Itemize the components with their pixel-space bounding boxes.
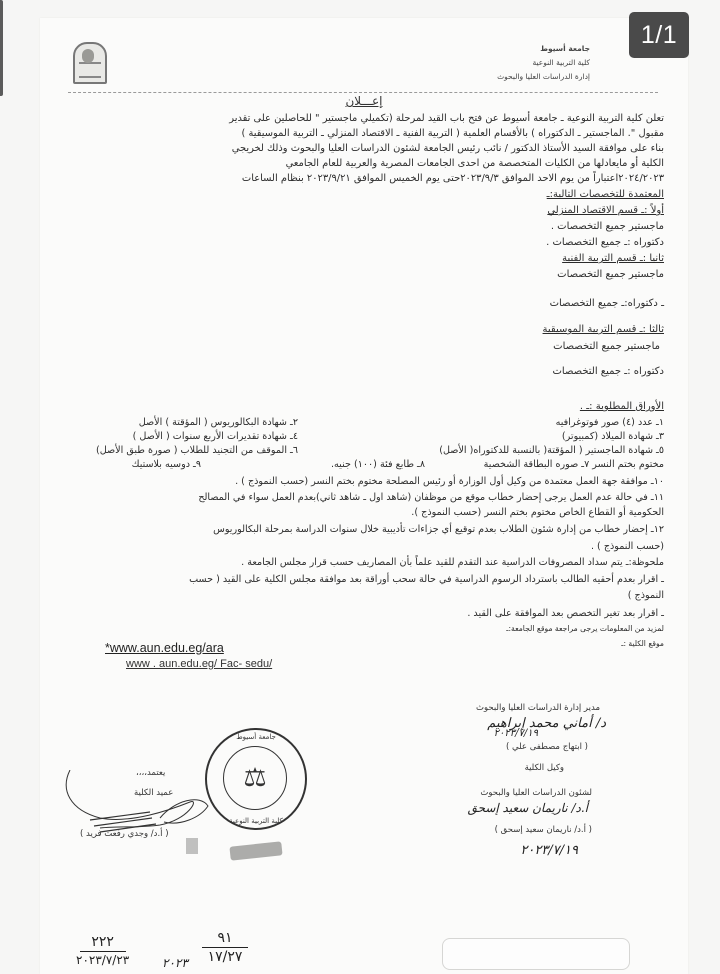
program-item: ثالثا :ـ قسم التربية الموسيقية	[542, 324, 664, 335]
director-signature: د/ أماني محمد إبراهيم	[487, 716, 606, 731]
note-right-bottom: ١٧/٢٧	[207, 949, 243, 965]
note-right-top: ٩١	[217, 930, 233, 946]
university-website-link[interactable]: *www.aun.edu.eg/ara	[105, 641, 224, 655]
intro-line: ٢٠٢٤/٢٠٢٣اعتباراً من يوم الاحد الموافق ٢٠٢٣/٩/٣حتى يوم الخميس الموافق ٢٠٢٣/٩/٢١ بنظام الساعات	[241, 173, 664, 184]
document-item: ٣ـ شهادة الميلاد (كمبيوتر)	[561, 431, 664, 442]
seal-top-text: جامعة أسيوط	[236, 733, 276, 741]
scrollbar-handle[interactable]	[0, 0, 3, 96]
document-item: الحكومية أو القطاع الخاص مختوم بختم النسر (حسب النموذج ).	[411, 507, 664, 518]
eagle-emblem-icon: ⚖	[223, 746, 287, 810]
document-item: ٦ـ الموقف من التجنيد للطلاب ( صورة طبق الأصل)	[96, 445, 298, 456]
handwritten-note-left	[76, 934, 129, 967]
dean-name: ( أ.د/ وجدي رفعت فريد )	[80, 829, 169, 839]
document-item: ١٠ـ موافقة جهة العمل معتمدة من وكيل أول الوزارة أو رئيس المصلحة مختوم بختم النسر (حسب النموذج ) .	[235, 476, 664, 487]
faculty-website-link[interactable]: www . aun.edu.eg/ Fac- sedu/	[126, 658, 273, 670]
document-item: ١٢ـ إحضار خطاب من إدارة شئون الطلاب بعدم توقيع أي جزاءات تأديبية خلال سنوات الدراسة بمرحلة البكالوريوس	[213, 524, 664, 535]
note-line: ـ اقرار بعدم أحقيه الطالب باسترداد الرسوم الدراسية في حالة سحب أوراقة بعد موافقة مجلس الكلية على القيد ( حسب	[189, 574, 664, 585]
document-item: ١١ـ في حالة عدم العمل يرجى إحضار خطاب موقع من موظفان (شاهد اول ـ شاهد ثاني)بعدم العمل سواء في المصالح	[198, 492, 664, 503]
note-right-prefix: ٢٠٢٣	[162, 956, 188, 970]
faculty-logo-icon	[73, 42, 107, 84]
director-name: ( ابتهاج مصطفى علي )	[506, 742, 588, 752]
document-page	[40, 18, 688, 974]
documents-heading: الأوراق المطلوبة :ـ .	[579, 401, 664, 412]
header-university: جامعة أسيوط	[540, 44, 590, 53]
header-divider	[68, 92, 658, 93]
approval-label: يعتمد،،،،	[136, 768, 166, 778]
vice-dean-name: ( أ.د/ ناريمان سعيد إسحق )	[494, 825, 592, 835]
document-item: ٥ـ شهادة الماجستير ( المؤقتة( بالنسبة للدكتوراه( الأصل)	[439, 445, 664, 456]
document-item: ١ـ عدد (٤) صور فوتوغرافيه	[555, 417, 664, 428]
seal-bottom-text: كلية التربية النوعية	[229, 817, 283, 825]
program-item: ماجستير جميع التخصصات .	[550, 221, 664, 232]
note-line: النموذج )	[627, 590, 664, 601]
document-item: ٩ـ دوسيه بلاستيك	[131, 459, 201, 470]
header-department: إدارة الدراسات العليا والبحوث	[497, 72, 590, 81]
more-info-label: لمزيد من المعلومات يرجى مراجعة موقع الجامعة:ـ	[506, 624, 664, 633]
official-seal	[205, 728, 307, 830]
vice-dean-signature: أ.د/ ناريمان سعيد إسحق	[467, 801, 588, 815]
intro-line: الكلية أو مايعادلها من الكليات المتخصصة من احدى الجامعات المصرية والعربية للعام الجامعي	[285, 158, 664, 169]
program-item: ماجستير جميع التخصصات	[553, 341, 660, 352]
director-title: مدير إدارة الدراسات العليا والبحوث	[475, 703, 600, 713]
faculty-site-label: موقع الكلية :ـ	[621, 639, 664, 648]
document-item: ٢ـ شهادة البكالوريوس ( المؤقتة ) الأصل	[138, 417, 298, 428]
program-item: أولاً :ـ قسم الاقتصاد المنزلي	[547, 205, 664, 216]
handwritten-note-right	[202, 930, 248, 965]
program-item: ـ دكتوراه:ـ جميع التخصصات	[549, 298, 664, 309]
program-item: دكتوراه :ـ جميع التخصصات .	[546, 237, 664, 248]
note-line: ملحوظة:ـ يتم سداد المصروفات الدراسية عند التقدم للقيد علماً بأن المصاريف حسب قرار مجلس الجامعة .	[241, 557, 664, 568]
note-left-top: ٢٢٢	[91, 934, 114, 950]
programs-heading: المعتمدة للتخصصات التالية:ـ	[546, 189, 664, 200]
bottom-overlay-panel[interactable]	[442, 938, 630, 970]
note-line: ـ اقرار بعد تغير التخصص بعد الموافقة على القيد .	[467, 608, 664, 619]
document-item: ٨ـ طابع فئة (١٠٠) جنيه.	[330, 459, 425, 470]
director-signature-date: ٢٠٢٣/٧/١٩	[493, 728, 538, 739]
intro-line: بناء على موافقة السيد الأستاذ الدكتور / نائب رئيس الجامعة لشئون الدراسات العليا والبحوث وذلك لخريجي	[231, 143, 664, 154]
program-item: ثانيا :ـ قسم التربية الفنية	[562, 253, 664, 264]
vice-dean-title: وكيل الكلية	[524, 763, 564, 773]
ink-stamp	[229, 841, 282, 860]
document-item: مختوم بختم النسر ٧ـ صوره البطاقة الشخصية	[483, 459, 664, 470]
page-indicator-badge: 1/1	[629, 12, 689, 58]
document-item: ٤ـ شهادة تقديرات الأربع سنوات ( الأصل )	[132, 431, 298, 442]
note-left-bottom: ٢٠٢٣/٧/٢٣	[76, 953, 130, 967]
dean-title: عميد الكلية	[134, 788, 174, 798]
program-item: ماجستير جميع التخصصات	[557, 269, 664, 280]
header-faculty: كلية التربية النوعية	[532, 58, 590, 67]
ink-smudge	[186, 838, 198, 854]
program-item: دكتوراه :ـ جميع التخصصات	[552, 366, 664, 377]
intro-line: مقبول ". الماجستير ـ الدكتوراه ) بالأقسام العلمية ( التربية الفنية ـ الاقتصاد المنزلي ـ التربية الموسيقية )	[241, 128, 664, 139]
vice-dean-title-2: لشئون الدراسات العليا والبحوث	[480, 788, 592, 798]
page-title: إعـــلان	[345, 94, 383, 108]
intro-line: تعلن كلية التربية النوعية ـ جامعة أسيوط عن فتح باب القيد لمرحلة (تكميلي ماجستير " للحاصلين على تقدير	[229, 113, 664, 124]
document-item: (حسب النموذج ) .	[590, 541, 664, 552]
vice-dean-signature-date: ٢٠٢٣/٧/١٩	[520, 843, 578, 858]
